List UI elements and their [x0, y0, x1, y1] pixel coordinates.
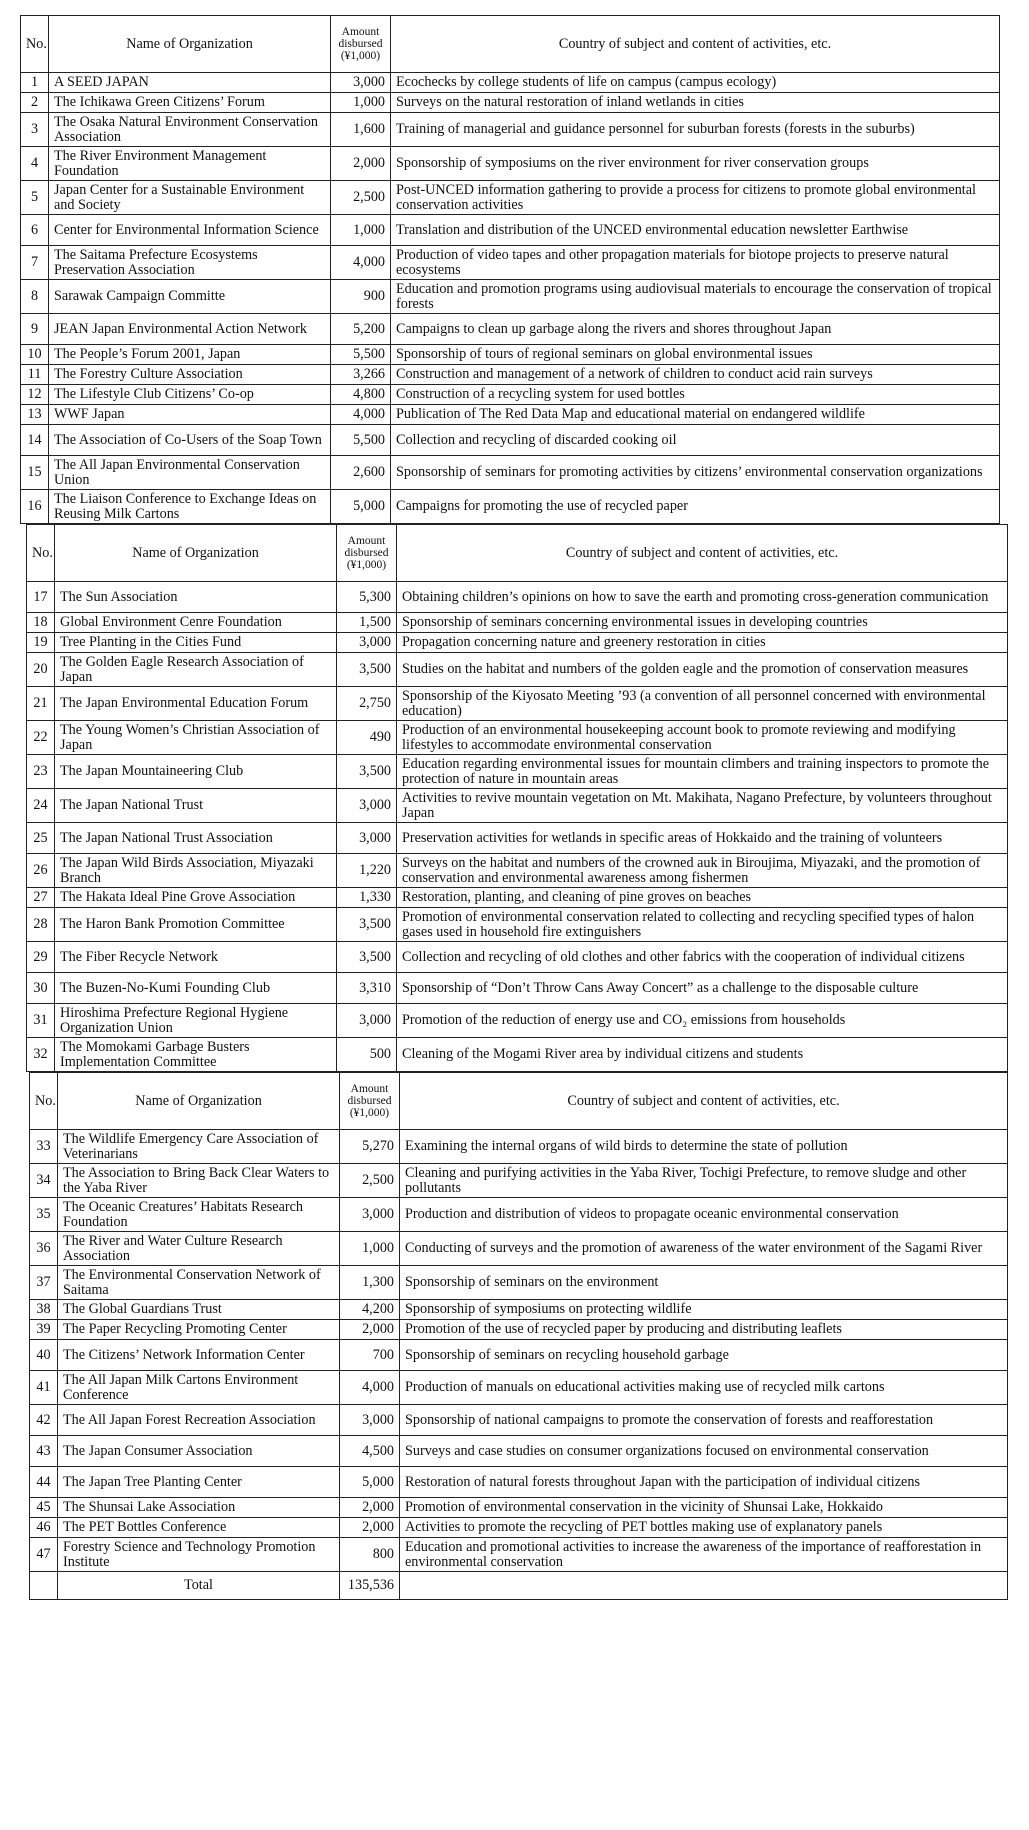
- organization-name: The Oceanic Creatures’ Habitats Research Foundation: [58, 1198, 340, 1232]
- organization-name: The Liaison Conference to Exchange Ideas on Reusing Milk Cartons: [49, 490, 331, 524]
- organization-name: The Forestry Culture Association: [49, 365, 331, 385]
- organization-name: The Japan Environmental Education Forum: [55, 687, 337, 721]
- organization-name: Hiroshima Prefecture Regional Hygiene Organization Union: [55, 1004, 337, 1038]
- row-number: 11: [21, 365, 49, 385]
- activity-description: Propagation concerning nature and greenery restoration in cities: [397, 633, 1008, 653]
- activity-description: Sponsorship of seminars on recycling household garbage: [400, 1340, 1008, 1371]
- amount-disbursed: 2,600: [331, 456, 391, 490]
- organization-name: The Buzen-No-Kumi Founding Club: [55, 973, 337, 1004]
- organization-name: The Japan National Trust Association: [55, 823, 337, 854]
- activity-description: Preservation activities for wetlands in specific areas of Hokkaido and the training of volunteers: [397, 823, 1008, 854]
- table-row: [21, 385, 1000, 405]
- header-amount: [337, 525, 397, 582]
- amount-disbursed: 5,500: [331, 425, 391, 456]
- row-number: 9: [21, 314, 49, 345]
- row-number: 10: [21, 345, 49, 365]
- organization-name: WWF Japan: [49, 405, 331, 425]
- amount-disbursed: 4,000: [331, 405, 391, 425]
- row-number: 24: [27, 789, 55, 823]
- activity-description: Construction and management of a network of children to conduct acid rain surveys: [391, 365, 1000, 385]
- header-row: [30, 1073, 1008, 1130]
- activity-description: Promotion of environmental conservation related to collecting and recycling specified types of halon gases used in household fire extinguishers: [397, 908, 1008, 942]
- header-amount: [331, 16, 391, 73]
- amount-disbursed: 1,600: [331, 113, 391, 147]
- organization-name: The Hakata Ideal Pine Grove Association: [55, 888, 337, 908]
- grants-table-section: [20, 15, 1000, 524]
- table-row: [30, 1467, 1008, 1498]
- organization-name: The Haron Bank Promotion Committee: [55, 908, 337, 942]
- header-amount-line: disbursed: [347, 1095, 392, 1107]
- organization-name: The Golden Eagle Research Association of Japan: [55, 653, 337, 687]
- organization-name: The Sun Association: [55, 582, 337, 613]
- activity-description: Collection and recycling of old clothes and other fabrics with the cooperation of individual citizens: [397, 942, 1008, 973]
- row-number: 44: [30, 1467, 58, 1498]
- amount-disbursed: 2,000: [340, 1498, 400, 1518]
- header-amount-line: (¥1,000): [340, 50, 381, 62]
- amount-disbursed: 1,500: [337, 613, 397, 633]
- amount-disbursed: 3,000: [340, 1198, 400, 1232]
- activity-description: Publication of The Red Data Map and educational material on endangered wildlife: [391, 405, 1000, 425]
- table-row: [27, 633, 1008, 653]
- organization-name: The River and Water Culture Research Association: [58, 1232, 340, 1266]
- organization-name: The Japan Tree Planting Center: [58, 1467, 340, 1498]
- amount-disbursed: 1,000: [340, 1232, 400, 1266]
- table-row: [21, 181, 1000, 215]
- row-number: 28: [27, 908, 55, 942]
- organization-name: The Global Guardians Trust: [58, 1300, 340, 1320]
- row-number: 20: [27, 653, 55, 687]
- amount-disbursed: 900: [331, 280, 391, 314]
- activity-description: Surveys and case studies on consumer organizations focused on environmental conservation: [400, 1436, 1008, 1467]
- header-no: No.: [30, 1073, 58, 1130]
- organization-name: The Association to Bring Back Clear Waters to the Yaba River: [58, 1164, 340, 1198]
- amount-disbursed: 3,266: [331, 365, 391, 385]
- table-row: [30, 1538, 1008, 1572]
- activity-description: Collection and recycling of discarded cooking oil: [391, 425, 1000, 456]
- activity-description: Studies on the habitat and numbers of the golden eagle and the promotion of conservation measures: [397, 653, 1008, 687]
- activity-description: Education and promotional activities to increase the awareness of the importance of reafforestation in environmental conservation: [400, 1538, 1008, 1572]
- organization-name: The Citizens’ Network Information Center: [58, 1340, 340, 1371]
- activity-description: Production of an environmental housekeeping account book to promote reviewing and modifying lifestyles to accommodate environmental conservation: [397, 721, 1008, 755]
- row-number: 38: [30, 1300, 58, 1320]
- activity-description: Surveys on the natural restoration of inland wetlands in cities: [391, 93, 1000, 113]
- amount-disbursed: 5,500: [331, 345, 391, 365]
- amount-disbursed: 1,300: [340, 1266, 400, 1300]
- amount-disbursed: 800: [340, 1538, 400, 1572]
- row-number: 39: [30, 1320, 58, 1340]
- activity-description: Sponsorship of symposiums on the river environment for river conservation groups: [391, 147, 1000, 181]
- activity-description: Production of manuals on educational activities making use of recycled milk cartons: [400, 1371, 1008, 1405]
- organization-name: The All Japan Forest Recreation Association: [58, 1405, 340, 1436]
- table-row: [27, 613, 1008, 633]
- organization-name: The All Japan Environmental Conservation Union: [49, 456, 331, 490]
- row-number: 27: [27, 888, 55, 908]
- table-row: [27, 755, 1008, 789]
- amount-disbursed: 3,310: [337, 973, 397, 1004]
- amount-disbursed: 4,500: [340, 1436, 400, 1467]
- amount-disbursed: 1,000: [331, 93, 391, 113]
- organization-name: The Saitama Prefecture Ecosystems Preservation Association: [49, 246, 331, 280]
- organization-name: The Association of Co-Users of the Soap Town: [49, 425, 331, 456]
- header-row: [21, 16, 1000, 73]
- header-amount-line: (¥1,000): [349, 1107, 390, 1119]
- activity-description: Restoration of natural forests throughout Japan with the participation of individual citizens: [400, 1467, 1008, 1498]
- activity-description: Campaigns to clean up garbage along the rivers and shores throughout Japan: [391, 314, 1000, 345]
- amount-disbursed: 4,800: [331, 385, 391, 405]
- header-name: Name of Organization: [49, 16, 331, 73]
- row-number: 30: [27, 973, 55, 1004]
- table-row: [21, 73, 1000, 93]
- activity-description: Campaigns for promoting the use of recycled paper: [391, 490, 1000, 524]
- table-row: [21, 147, 1000, 181]
- activity-description: Education and promotion programs using audiovisual materials to encourage the conservation of tropical forests: [391, 280, 1000, 314]
- table-row: [27, 854, 1008, 888]
- amount-disbursed: 5,300: [337, 582, 397, 613]
- amount-disbursed: 3,000: [337, 789, 397, 823]
- amount-disbursed: 1,220: [337, 854, 397, 888]
- table-row: [27, 908, 1008, 942]
- table-row: [21, 113, 1000, 147]
- row-number: 22: [27, 721, 55, 755]
- activity-description: Training of managerial and guidance personnel for suburban forests (forests in the suburbs): [391, 113, 1000, 147]
- row-number: 29: [27, 942, 55, 973]
- amount-disbursed: 4,000: [340, 1371, 400, 1405]
- organization-name: The Environmental Conservation Network of Saitama: [58, 1266, 340, 1300]
- row-number: 13: [21, 405, 49, 425]
- row-number: 37: [30, 1266, 58, 1300]
- header-activity: Country of subject and content of activities, etc.: [400, 1073, 1008, 1130]
- activity-description: Promotion of the reduction of energy use and CO₂ emissions from households: [397, 1004, 1008, 1038]
- amount-disbursed: 3,000: [340, 1405, 400, 1436]
- activity-description: Sponsorship of seminars concerning environmental issues in developing countries: [397, 613, 1008, 633]
- organization-name: The PET Bottles Conference: [58, 1518, 340, 1538]
- organization-name: The Fiber Recycle Network: [55, 942, 337, 973]
- total-row: [30, 1572, 1008, 1600]
- organization-name: The People’s Forum 2001, Japan: [49, 345, 331, 365]
- organization-name: Sarawak Campaign Committe: [49, 280, 331, 314]
- row-number: 46: [30, 1518, 58, 1538]
- total-blank: [30, 1572, 58, 1600]
- activity-description: Sponsorship of seminars on the environment: [400, 1266, 1008, 1300]
- row-number: 3: [21, 113, 49, 147]
- activity-description: Activities to revive mountain vegetation on Mt. Makihata, Nagano Prefecture, by volunteers throughout Japan: [397, 789, 1008, 823]
- activity-description: Sponsorship of tours of regional seminars on global environmental issues: [391, 345, 1000, 365]
- amount-disbursed: 5,200: [331, 314, 391, 345]
- row-number: 43: [30, 1436, 58, 1467]
- header-no: No.: [21, 16, 49, 73]
- table-row: [27, 942, 1008, 973]
- row-number: 14: [21, 425, 49, 456]
- row-number: 34: [30, 1164, 58, 1198]
- amount-disbursed: 1,000: [331, 215, 391, 246]
- row-number: 2: [21, 93, 49, 113]
- amount-disbursed: 3,500: [337, 942, 397, 973]
- header-amount: [340, 1073, 400, 1130]
- grants-document: [20, 15, 1010, 1600]
- table-row: [21, 280, 1000, 314]
- table-row: [27, 823, 1008, 854]
- amount-disbursed: 2,000: [340, 1320, 400, 1340]
- organization-name: Center for Environmental Information Science: [49, 215, 331, 246]
- activity-description: Examining the internal organs of wild birds to determine the state of pollution: [400, 1130, 1008, 1164]
- activity-description: Construction of a recycling system for used bottles: [391, 385, 1000, 405]
- organization-name: The Osaka Natural Environment Conservation Association: [49, 113, 331, 147]
- amount-disbursed: 3,500: [337, 908, 397, 942]
- row-number: 42: [30, 1405, 58, 1436]
- table-row: [21, 314, 1000, 345]
- organization-name: The Ichikawa Green Citizens’ Forum: [49, 93, 331, 113]
- table-row: [21, 425, 1000, 456]
- activity-description: Cleaning of the Mogami River area by individual citizens and students: [397, 1038, 1008, 1072]
- activity-description: Activities to promote the recycling of PET bottles making use of explanatory panels: [400, 1518, 1008, 1538]
- organization-name: The Japan National Trust: [55, 789, 337, 823]
- organization-name: The Japan Wild Birds Association, Miyazaki Branch: [55, 854, 337, 888]
- row-number: 35: [30, 1198, 58, 1232]
- table-row: [21, 490, 1000, 524]
- amount-disbursed: 3,000: [337, 823, 397, 854]
- activity-description: Translation and distribution of the UNCED environmental education newsletter Earthwise: [391, 215, 1000, 246]
- row-number: 15: [21, 456, 49, 490]
- table-row: [30, 1198, 1008, 1232]
- row-number: 6: [21, 215, 49, 246]
- row-number: 25: [27, 823, 55, 854]
- header-amount-line: (¥1,000): [346, 559, 387, 571]
- table-row: [30, 1340, 1008, 1371]
- row-number: 36: [30, 1232, 58, 1266]
- organization-name: JEAN Japan Environmental Action Network: [49, 314, 331, 345]
- organization-name: Forestry Science and Technology Promotion Institute: [58, 1538, 340, 1572]
- header-no: No.: [27, 525, 55, 582]
- row-number: 5: [21, 181, 49, 215]
- header-amount-line: Amount: [347, 535, 386, 547]
- table-row: [21, 345, 1000, 365]
- activity-description: Production and distribution of videos to propagate oceanic environmental conservation: [400, 1198, 1008, 1232]
- row-number: 12: [21, 385, 49, 405]
- amount-disbursed: 2,000: [340, 1518, 400, 1538]
- table-row: [30, 1436, 1008, 1467]
- table-row: [27, 721, 1008, 755]
- organization-name: A SEED JAPAN: [49, 73, 331, 93]
- table-row: [27, 789, 1008, 823]
- row-number: 41: [30, 1371, 58, 1405]
- row-number: 7: [21, 246, 49, 280]
- grants-table-section: [29, 1072, 1008, 1600]
- table-row: [27, 888, 1008, 908]
- activity-description: Sponsorship of “Don’t Throw Cans Away Concert” as a challenge to the disposable culture: [397, 973, 1008, 1004]
- activity-description: Sponsorship of seminars for promoting activities by citizens’ environmental conservation organizations: [391, 456, 1000, 490]
- activity-description: Production of video tapes and other propagation materials for biotope projects to preserve natural ecosystems: [391, 246, 1000, 280]
- table-row: [27, 1038, 1008, 1072]
- activity-description: Conducting of surveys and the promotion of awareness of the water environment of the Sagami River: [400, 1232, 1008, 1266]
- row-number: 19: [27, 633, 55, 653]
- row-number: 26: [27, 854, 55, 888]
- activity-description: Sponsorship of symposiums on protecting wildlife: [400, 1300, 1008, 1320]
- amount-disbursed: 4,200: [340, 1300, 400, 1320]
- row-number: 31: [27, 1004, 55, 1038]
- table-row: [30, 1300, 1008, 1320]
- table-row: [30, 1232, 1008, 1266]
- table-row: [30, 1498, 1008, 1518]
- total-blank-activity: [400, 1572, 1008, 1600]
- activity-description: Education regarding environmental issues for mountain climbers and training inspectors to promote the protection of nature in mountain areas: [397, 755, 1008, 789]
- activity-description: Sponsorship of the Kiyosato Meeting ’93 (a convention of all personnel concerned with environmental education): [397, 687, 1008, 721]
- activity-description: Obtaining children’s opinions on how to save the earth and promoting cross-generation communication: [397, 582, 1008, 613]
- header-row: [27, 525, 1008, 582]
- row-number: 47: [30, 1538, 58, 1572]
- organization-name: The All Japan Milk Cartons Environment Conference: [58, 1371, 340, 1405]
- amount-disbursed: 2,500: [340, 1164, 400, 1198]
- table-row: [27, 1004, 1008, 1038]
- table-row: [21, 405, 1000, 425]
- amount-disbursed: 490: [337, 721, 397, 755]
- row-number: 40: [30, 1340, 58, 1371]
- amount-disbursed: 700: [340, 1340, 400, 1371]
- activity-description: Cleaning and purifying activities in the Yaba River, Tochigi Prefecture, to remove sludge and other pollutants: [400, 1164, 1008, 1198]
- organization-name: The Wildlife Emergency Care Association of Veterinarians: [58, 1130, 340, 1164]
- amount-disbursed: 5,000: [340, 1467, 400, 1498]
- header-activity: Country of subject and content of activities, etc.: [397, 525, 1008, 582]
- organization-name: Japan Center for a Sustainable Environment and Society: [49, 181, 331, 215]
- table-row: [30, 1371, 1008, 1405]
- row-number: 18: [27, 613, 55, 633]
- organization-name: The Paper Recycling Promoting Center: [58, 1320, 340, 1340]
- row-number: 17: [27, 582, 55, 613]
- total-label: Total: [58, 1572, 340, 1600]
- activity-description: Sponsorship of national campaigns to promote the conservation of forests and reafforestation: [400, 1405, 1008, 1436]
- activity-description: Promotion of environmental conservation in the vicinity of Shunsai Lake, Hokkaido: [400, 1498, 1008, 1518]
- activity-description: Ecochecks by college students of life on campus (campus ecology): [391, 73, 1000, 93]
- row-number: 1: [21, 73, 49, 93]
- table-row: [30, 1266, 1008, 1300]
- activity-description: Post-UNCED information gathering to provide a process for citizens to promote global environmental conservation activities: [391, 181, 1000, 215]
- amount-disbursed: 5,000: [331, 490, 391, 524]
- table-row: [30, 1320, 1008, 1340]
- organization-name: The River Environment Management Foundation: [49, 147, 331, 181]
- amount-disbursed: 2,500: [331, 181, 391, 215]
- row-number: 21: [27, 687, 55, 721]
- grants-table-section: [26, 524, 1008, 1072]
- table-row: [30, 1130, 1008, 1164]
- amount-disbursed: 3,500: [337, 653, 397, 687]
- organization-name: Tree Planting in the Cities Fund: [55, 633, 337, 653]
- table-row: [30, 1164, 1008, 1198]
- header-activity: Country of subject and content of activities, etc.: [391, 16, 1000, 73]
- amount-disbursed: 3,500: [337, 755, 397, 789]
- header-name: Name of Organization: [55, 525, 337, 582]
- activity-description: Restoration, planting, and cleaning of pine groves on beaches: [397, 888, 1008, 908]
- amount-disbursed: 3,000: [337, 1004, 397, 1038]
- activity-description: Promotion of the use of recycled paper by producing and distributing leaflets: [400, 1320, 1008, 1340]
- organization-name: Global Environment Cenre Foundation: [55, 613, 337, 633]
- table-row: [30, 1518, 1008, 1538]
- table-row: [30, 1405, 1008, 1436]
- row-number: 45: [30, 1498, 58, 1518]
- amount-disbursed: 500: [337, 1038, 397, 1072]
- organization-name: The Shunsai Lake Association: [58, 1498, 340, 1518]
- organization-name: The Japan Consumer Association: [58, 1436, 340, 1467]
- row-number: 8: [21, 280, 49, 314]
- table-row: [21, 215, 1000, 246]
- row-number: 23: [27, 755, 55, 789]
- table-row: [21, 93, 1000, 113]
- table-row: [27, 653, 1008, 687]
- row-number: 4: [21, 147, 49, 181]
- amount-disbursed: 1,330: [337, 888, 397, 908]
- organization-name: The Japan Mountaineering Club: [55, 755, 337, 789]
- organization-name: The Lifestyle Club Citizens’ Co-op: [49, 385, 331, 405]
- header-amount-line: Amount: [350, 1083, 389, 1095]
- header-name: Name of Organization: [58, 1073, 340, 1130]
- table-row: [27, 582, 1008, 613]
- table-row: [27, 973, 1008, 1004]
- amount-disbursed: 5,270: [340, 1130, 400, 1164]
- header-amount-line: disbursed: [344, 547, 389, 559]
- table-row: [21, 365, 1000, 385]
- table-row: [21, 456, 1000, 490]
- table-row: [27, 687, 1008, 721]
- row-number: 32: [27, 1038, 55, 1072]
- header-amount-line: Amount: [341, 26, 380, 38]
- amount-disbursed: 2,000: [331, 147, 391, 181]
- amount-disbursed: 2,750: [337, 687, 397, 721]
- header-amount-line: disbursed: [338, 38, 383, 50]
- amount-disbursed: 4,000: [331, 246, 391, 280]
- organization-name: The Momokami Garbage Busters Implementation Committee: [55, 1038, 337, 1072]
- activity-description: Surveys on the habitat and numbers of the crowned auk in Biroujima, Miyazaki, and the promotion of conservation and environmental awareness among fishermen: [397, 854, 1008, 888]
- total-amount: 135,536: [340, 1572, 400, 1600]
- row-number: 33: [30, 1130, 58, 1164]
- row-number: 16: [21, 490, 49, 524]
- table-row: [21, 246, 1000, 280]
- organization-name: The Young Women’s Christian Association of Japan: [55, 721, 337, 755]
- amount-disbursed: 3,000: [337, 633, 397, 653]
- amount-disbursed: 3,000: [331, 73, 391, 93]
